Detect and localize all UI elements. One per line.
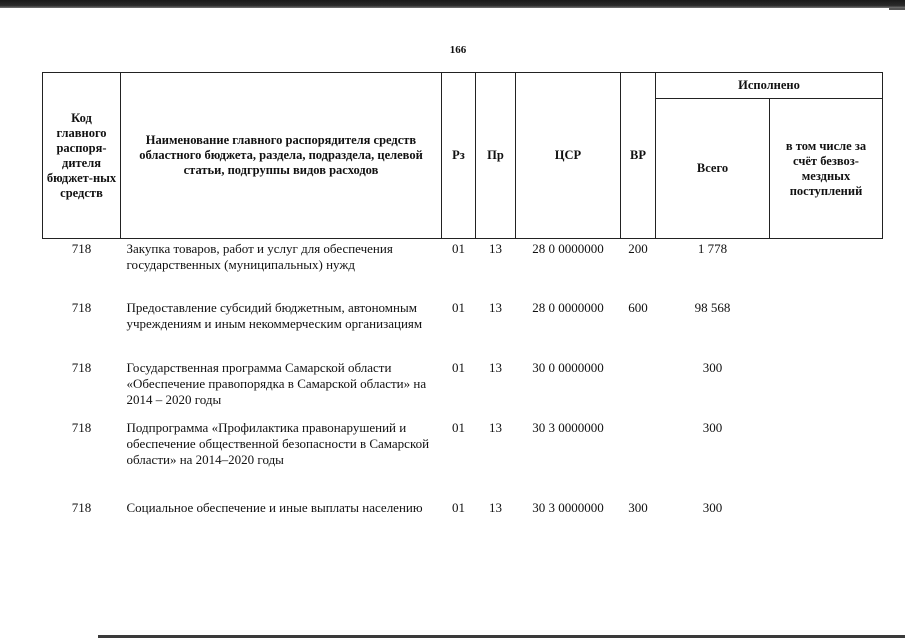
header-vr: ВР (621, 73, 656, 239)
cell-total: 300 (702, 419, 723, 435)
cell-name: Подпрограмма «Профилактика правонарушений и обеспечение общественной безопасности в Самарской области» на 2014–2020 годы (126, 419, 430, 467)
cell-csr: 30 0 0000000 (532, 359, 604, 375)
cell-csr: 30 3 0000000 (532, 419, 604, 435)
header-csr: ЦСР (516, 73, 621, 239)
cell-name: Государственная программа Самарской области «Обеспечение правопорядка в Самарской области» на 2014 – 2020 годы (126, 359, 427, 407)
scan-top-edge-mark (889, 8, 905, 10)
cell-vr (621, 357, 656, 417)
table-row (43, 417, 883, 497)
cell-name: Социальное обеспечение и иные выплаты населению (126, 499, 423, 515)
cell-rz: 01 (452, 499, 465, 515)
cell-pr: 13 (489, 299, 502, 315)
scan-bottom-edge (98, 635, 905, 638)
table-row (43, 357, 883, 417)
cell-code: 718 (71, 299, 92, 315)
table-row (43, 497, 883, 541)
page-number: 166 (449, 44, 467, 56)
cell-vr: 300 (628, 499, 648, 515)
cell-pr: 13 (489, 499, 502, 515)
cell-rz: 01 (452, 299, 465, 315)
cell-name: Закупка товаров, работ и услуг для обеспечения государственных (муниципальных) нужд (126, 241, 393, 272)
cell-code: 718 (71, 359, 92, 375)
budget-table (42, 72, 883, 541)
header-executed: Исполнено (656, 73, 883, 99)
scan-top-edge (0, 0, 905, 8)
cell-pr: 13 (489, 419, 502, 435)
cell-code: 718 (71, 241, 92, 256)
cell-incl (770, 357, 883, 417)
cell-csr: 28 0 0000000 (532, 299, 604, 315)
header-pr: Пр (476, 73, 516, 239)
cell-pr: 13 (489, 359, 502, 375)
cell-code: 718 (71, 499, 92, 515)
cell-total: 1 778 (697, 241, 728, 256)
cell-vr: 200 (628, 241, 648, 256)
cell-csr: 28 0 0000000 (532, 241, 604, 256)
cell-pr: 13 (489, 241, 502, 256)
table-row (43, 297, 883, 357)
cell-csr: 30 3 0000000 (532, 499, 604, 515)
cell-total: 98 568 (694, 299, 731, 315)
header-incl: в том числе за счёт безвоз-мездных поступлений (770, 99, 883, 239)
header-total: Всего (656, 99, 770, 239)
header-code: Код главного распоря-дителя бюджет-ных средств (43, 73, 121, 239)
table-row (43, 239, 883, 297)
cell-rz: 01 (452, 419, 465, 435)
cell-code: 718 (71, 419, 92, 435)
cell-incl (770, 239, 883, 297)
cell-vr (621, 417, 656, 497)
header-rz: Рз (442, 73, 476, 239)
cell-vr: 600 (628, 299, 648, 315)
cell-rz: 01 (452, 241, 465, 256)
cell-total: 300 (702, 499, 723, 515)
cell-incl (770, 497, 883, 541)
cell-name: Предоставление субсидий бюджетным, автономным учреждениям и иным некоммерческим организациям (126, 299, 423, 331)
cell-rz: 01 (452, 359, 465, 375)
cell-total: 300 (702, 359, 723, 375)
cell-incl (770, 297, 883, 357)
cell-incl (770, 417, 883, 497)
header-name: Наименование главного распорядителя средств областного бюджета, раздела, подраздела, целевой статьи, подгруппы видов расходов (121, 73, 442, 239)
